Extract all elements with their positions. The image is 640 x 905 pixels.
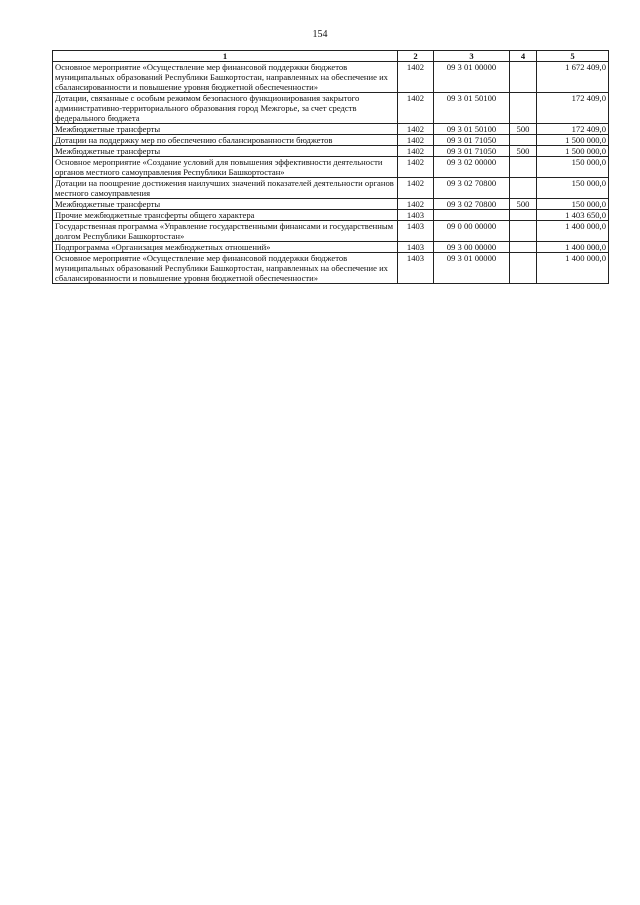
cell-section: 1402	[398, 157, 434, 178]
cell-name: Межбюджетные трансферты	[53, 124, 398, 135]
cell-target-code: 09 3 00 00000	[434, 242, 510, 253]
cell-amount: 1 400 000,0	[537, 221, 609, 242]
table-row	[53, 62, 609, 93]
cell-section: 1403	[398, 253, 434, 284]
cell-amount: 150 000,0	[537, 157, 609, 178]
cell-section: 1403	[398, 242, 434, 253]
cell-expense-type	[510, 178, 537, 199]
cell-target-code: 09 3 01 71050	[434, 135, 510, 146]
cell-expense-type	[510, 157, 537, 178]
cell-target-code	[434, 210, 510, 221]
table-row	[53, 221, 609, 242]
header-col-expense-type: 4	[510, 51, 537, 62]
table-row	[53, 146, 609, 157]
cell-section: 1402	[398, 62, 434, 93]
cell-name: Межбюджетные трансферты	[53, 199, 398, 210]
cell-name: Подпрограмма «Организация межбюджетных отношений»	[53, 242, 398, 253]
cell-expense-type	[510, 242, 537, 253]
table-row	[53, 157, 609, 178]
cell-amount: 150 000,0	[537, 199, 609, 210]
table-row	[53, 124, 609, 135]
cell-amount: 1 672 409,0	[537, 62, 609, 93]
cell-section: 1402	[398, 199, 434, 210]
header-row	[53, 51, 609, 62]
cell-name: Основное мероприятие «Осуществление мер финансовой поддержки бюджетов муниципальных образований Республики Башкортостан, направленных на обеспечение их сбалансированности и повышение уровня бюджетной обеспеченности»	[53, 62, 398, 93]
cell-expense-type	[510, 135, 537, 146]
cell-amount: 1 400 000,0	[537, 242, 609, 253]
cell-section: 1402	[398, 93, 434, 124]
cell-amount: 1 400 000,0	[537, 253, 609, 284]
cell-name: Прочие межбюджетные трансферты общего характера	[53, 210, 398, 221]
header-col-target-code: 3	[434, 51, 510, 62]
cell-target-code: 09 3 02 00000	[434, 157, 510, 178]
table-row	[53, 242, 609, 253]
table-row	[53, 93, 609, 124]
cell-section: 1402	[398, 178, 434, 199]
cell-target-code: 09 3 01 50100	[434, 124, 510, 135]
cell-name: Дотации, связанные с особым режимом безопасного функционирования закрытого административно-территориального образования город Межгорье, за счет средств федерального бюджета	[53, 93, 398, 124]
cell-target-code: 09 3 01 50100	[434, 93, 510, 124]
cell-name: Государственная программа «Управление государственными финансами и государственным долгом Республики Башкортостан»	[53, 221, 398, 242]
cell-section: 1402	[398, 146, 434, 157]
budget-table	[52, 50, 609, 284]
cell-target-code: 09 3 01 00000	[434, 62, 510, 93]
table-row	[53, 135, 609, 146]
table-row	[53, 178, 609, 199]
table-body	[53, 62, 609, 284]
cell-section: 1403	[398, 210, 434, 221]
cell-expense-type: 500	[510, 146, 537, 157]
cell-amount: 1 403 650,0	[537, 210, 609, 221]
cell-section: 1402	[398, 124, 434, 135]
cell-target-code: 09 3 02 70800	[434, 199, 510, 210]
cell-target-code: 09 0 00 00000	[434, 221, 510, 242]
cell-expense-type: 500	[510, 199, 537, 210]
table-row	[53, 199, 609, 210]
cell-name: Дотации на поддержку мер по обеспечению сбалансированности бюджетов	[53, 135, 398, 146]
cell-amount: 1 500 000,0	[537, 146, 609, 157]
header-col-name: 1	[53, 51, 398, 62]
cell-amount: 172 409,0	[537, 93, 609, 124]
cell-target-code: 09 3 01 00000	[434, 253, 510, 284]
cell-name: Дотации на поощрение достижения наилучших значений показателей деятельности органов местного самоуправления	[53, 178, 398, 199]
cell-name: Основное мероприятие «Создание условий для повышения эффективности деятельности органов местного самоуправления Республики Башкортостан»	[53, 157, 398, 178]
cell-section: 1403	[398, 221, 434, 242]
cell-target-code: 09 3 02 70800	[434, 178, 510, 199]
table-row	[53, 210, 609, 221]
table-header	[53, 51, 609, 62]
cell-amount: 1 500 000,0	[537, 135, 609, 146]
cell-amount: 150 000,0	[537, 178, 609, 199]
page-number: 154	[312, 29, 328, 40]
cell-name: Межбюджетные трансферты	[53, 146, 398, 157]
cell-amount: 172 409,0	[537, 124, 609, 135]
cell-target-code: 09 3 01 71050	[434, 146, 510, 157]
table-row	[53, 253, 609, 284]
cell-name: Основное мероприятие «Осуществление мер финансовой поддержки бюджетов муниципальных образований Республики Башкортостан, направленных на обеспечение их сбалансированности и повышение уровня бюджетной обеспеченности»	[53, 253, 398, 284]
cell-expense-type: 500	[510, 124, 537, 135]
cell-expense-type	[510, 62, 537, 93]
cell-expense-type	[510, 93, 537, 124]
cell-expense-type	[510, 210, 537, 221]
header-col-amount: 5	[537, 51, 609, 62]
cell-section: 1402	[398, 135, 434, 146]
header-col-section: 2	[398, 51, 434, 62]
cell-expense-type	[510, 253, 537, 284]
cell-expense-type	[510, 221, 537, 242]
